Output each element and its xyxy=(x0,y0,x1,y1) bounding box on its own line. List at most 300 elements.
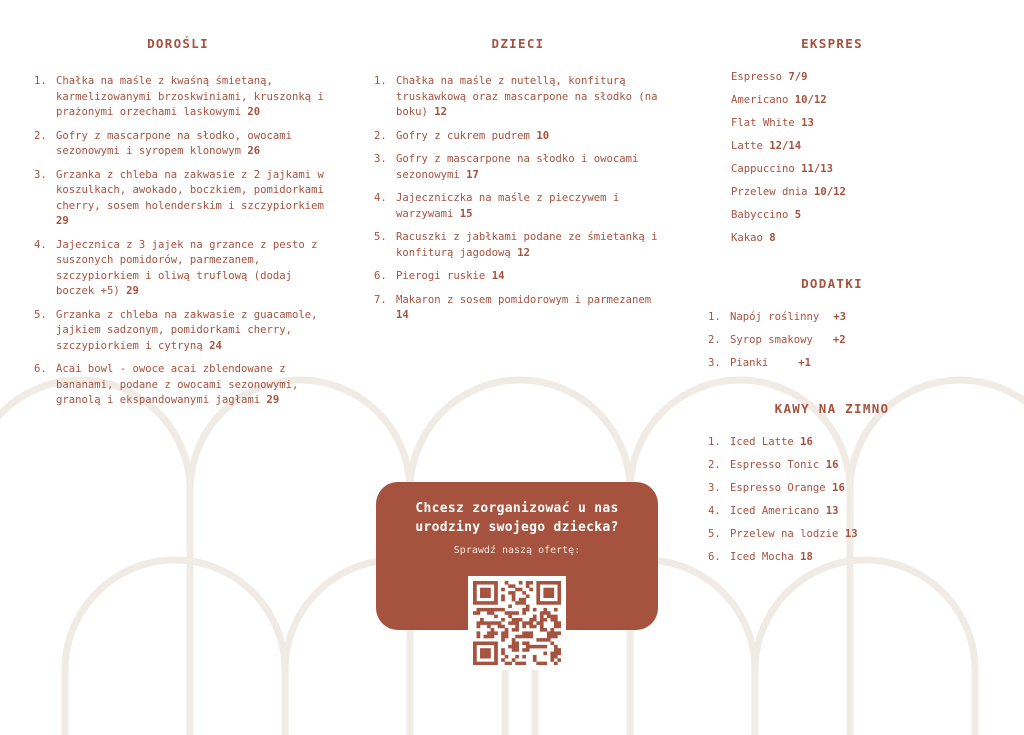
qr-module xyxy=(540,645,544,649)
qr-module xyxy=(473,581,477,585)
list-item: 2. Espresso Tonic 16 xyxy=(708,459,839,471)
qr-module xyxy=(515,648,519,652)
qr-module xyxy=(547,611,551,615)
qr-module xyxy=(554,621,558,625)
qr-module xyxy=(473,598,477,602)
qr-module xyxy=(487,662,491,665)
price: 14 xyxy=(491,270,505,282)
qr-module xyxy=(522,655,526,659)
qr-module xyxy=(505,631,509,635)
qr-module xyxy=(491,662,495,665)
qr-module xyxy=(498,621,502,625)
list-item: 5. Grzanka z chleba na zakwasie z guacamole, jajkiem sadzonym, pomidorkami cherry, szczypiorkiem i cytryną 24 xyxy=(34,308,318,352)
price: 12 xyxy=(517,246,530,259)
qr-module xyxy=(536,591,540,595)
qr-module xyxy=(487,631,491,635)
qr-module xyxy=(557,648,561,652)
qr-module xyxy=(505,611,509,615)
qr-module xyxy=(512,598,516,602)
qr-module xyxy=(491,608,495,612)
qr-module xyxy=(557,581,561,585)
qr-module xyxy=(533,615,537,619)
qr-module xyxy=(473,648,477,652)
qr-module xyxy=(501,598,505,602)
price: 17 xyxy=(466,168,479,181)
list-item: Cappuccino 11/13 xyxy=(731,163,834,175)
qr-module xyxy=(494,621,498,625)
qr-module xyxy=(484,635,488,639)
qr-module xyxy=(522,635,526,639)
qr-module xyxy=(540,628,544,632)
adults-list xyxy=(30,74,330,409)
qr-module xyxy=(557,652,561,656)
qr-module xyxy=(519,601,523,605)
cold-drinks-list xyxy=(702,435,1002,565)
qr-module xyxy=(501,648,505,652)
price: 16 xyxy=(800,436,813,448)
qr-module xyxy=(484,591,488,595)
qr-module xyxy=(529,625,533,629)
qr-module xyxy=(529,621,533,625)
qr-module xyxy=(526,594,530,598)
qr-module xyxy=(480,652,484,656)
qr-module xyxy=(480,594,484,598)
qr-module xyxy=(477,601,481,605)
qr-module xyxy=(529,588,533,592)
list-item: Przelew dnia 10/12 xyxy=(731,186,846,198)
list-item: Babyccino 5 xyxy=(731,209,802,221)
qr-module xyxy=(512,645,516,649)
qr-module xyxy=(480,641,484,645)
qr-module xyxy=(487,621,491,625)
qr-module xyxy=(533,655,537,659)
list-item: 6. Pierogi ruskie 14 xyxy=(374,270,505,282)
qr-module xyxy=(512,638,516,642)
qr-module xyxy=(484,652,488,656)
qr-module xyxy=(550,615,554,619)
qr-module xyxy=(487,601,491,605)
qr-module xyxy=(494,658,498,662)
express-list xyxy=(702,70,1002,246)
price: 16 xyxy=(825,459,839,471)
addons-list xyxy=(702,310,1002,371)
adults-title: DOROŚLI xyxy=(147,36,209,51)
qr-module xyxy=(484,588,488,592)
qr-module xyxy=(501,652,505,656)
list-item: Latte 12/14 xyxy=(731,140,802,152)
list-item: 4. Jajeczniczka na maśle z pieczywem i warzywami 15 xyxy=(374,192,620,220)
qr-module xyxy=(526,635,530,639)
qr-module xyxy=(480,588,484,592)
qr-module xyxy=(494,591,498,595)
qr-module xyxy=(508,645,512,649)
qr-module xyxy=(473,641,477,645)
list-item: 3. Pianki +1 xyxy=(708,357,812,369)
qr-module xyxy=(515,662,519,665)
price: 5 xyxy=(794,209,802,221)
qr-module xyxy=(519,635,523,639)
qr-module xyxy=(526,584,530,588)
qr-module xyxy=(484,621,488,625)
qr-module xyxy=(554,662,558,665)
qr-module xyxy=(501,618,505,622)
qr-module xyxy=(536,588,540,592)
list-item: Kakao 8 xyxy=(731,232,776,244)
qr-module xyxy=(515,635,519,639)
list-item: 3. Gofry z mascarpone na słodko i owocami sezonowymi 17 xyxy=(374,153,639,181)
qr-module xyxy=(512,584,516,588)
qr-module xyxy=(540,618,544,622)
addons-title: DODATKI xyxy=(801,276,863,291)
qr-module xyxy=(480,655,484,659)
qr-module xyxy=(533,608,537,612)
qr-module xyxy=(554,615,558,619)
qr-module xyxy=(550,618,554,622)
list-item: 5. Racuszki z jabłkami podane ze śmietanką i konfiturą jagodową 12 xyxy=(374,231,658,259)
qr-module xyxy=(526,581,530,585)
qr-module xyxy=(515,645,519,649)
qr-module xyxy=(522,662,526,665)
qr-module xyxy=(533,625,537,629)
qr-module xyxy=(529,618,533,622)
qr-module xyxy=(533,658,537,662)
qr-module xyxy=(554,655,558,659)
qr-module xyxy=(487,594,491,598)
qr-module xyxy=(473,658,477,662)
qr-module xyxy=(512,591,516,595)
list-item: 1. Chałka na maśle z nutellą, konfiturą truskawkową oraz mascarpone na słodko (na boku) 12 xyxy=(374,75,658,118)
qr-module xyxy=(473,662,477,665)
qr-module xyxy=(522,625,526,629)
qr-module xyxy=(494,662,498,665)
qr-module xyxy=(543,618,547,622)
qr-module xyxy=(484,655,488,659)
kids-title: DZIECI xyxy=(491,36,545,51)
qr-module xyxy=(477,641,481,645)
qr-module xyxy=(547,635,551,639)
qr-code-icon[interactable] xyxy=(468,576,566,670)
qr-module xyxy=(536,638,540,642)
qr-module xyxy=(484,662,488,665)
qr-module xyxy=(547,615,551,619)
qr-module xyxy=(557,631,561,635)
list-item: 3. Grzanka z chleba na zakwasie z 2 jajkami w koszulkach, awokado, boczkiem, pomidorkami cherry, sosem holenderskim i szczypiorkiem 29 xyxy=(34,168,324,227)
qr-module xyxy=(515,641,519,645)
qr-module xyxy=(515,618,519,622)
qr-module xyxy=(501,588,505,592)
qr-module xyxy=(473,655,477,659)
qr-module xyxy=(526,645,530,649)
qr-module xyxy=(501,638,505,642)
qr-module xyxy=(494,652,498,656)
qr-module xyxy=(498,608,502,612)
qr-module xyxy=(557,594,561,598)
price: 10/12 xyxy=(794,94,827,106)
qr-module xyxy=(494,598,498,602)
qr-module xyxy=(484,648,488,652)
qr-module xyxy=(522,598,526,602)
qr-module xyxy=(543,594,547,598)
qr-module xyxy=(550,631,554,635)
qr-module xyxy=(519,598,523,602)
adults-section xyxy=(30,36,330,417)
price: 8 xyxy=(769,232,776,244)
price: 10 xyxy=(536,129,550,142)
qr-module xyxy=(550,655,554,659)
qr-module xyxy=(543,608,547,612)
price: 16 xyxy=(832,482,845,494)
qr-module xyxy=(515,628,519,632)
qr-module xyxy=(477,662,481,665)
qr-module xyxy=(522,631,526,635)
qr-module xyxy=(477,611,481,615)
qr-module xyxy=(480,591,484,595)
qr-module xyxy=(536,598,540,602)
price: 24 xyxy=(209,339,222,352)
qr-module xyxy=(529,631,533,635)
qr-module xyxy=(554,625,558,629)
qr-module xyxy=(487,611,491,615)
qr-module xyxy=(547,638,551,642)
qr-module xyxy=(473,591,477,595)
list-item: 4. Jajecznica z 3 jajek na grzance z pesto z suszonych pomidorów, parmezanem, szczypiorkiem i oliwą truflową (dodaj boczek +5) 29 xyxy=(34,238,318,297)
qr-module xyxy=(480,662,484,665)
qr-module xyxy=(536,601,540,605)
qr-module xyxy=(487,652,491,656)
qr-module xyxy=(547,631,551,635)
list-item: Espresso 7/9 xyxy=(731,71,808,83)
qr-module xyxy=(540,615,544,619)
qr-module xyxy=(522,611,526,615)
qr-module xyxy=(526,641,530,645)
qr-module xyxy=(473,652,477,656)
qr-module xyxy=(554,648,558,652)
list-item: 5. Przelew na lodzie 13 xyxy=(708,528,858,540)
qr-module xyxy=(512,621,516,625)
qr-module xyxy=(508,605,512,609)
qr-module xyxy=(522,648,526,652)
qr-module xyxy=(501,631,505,635)
qr-module xyxy=(501,625,505,629)
qr-module xyxy=(477,621,481,625)
qr-module xyxy=(543,628,547,632)
price: 7/9 xyxy=(788,71,808,83)
qr-module xyxy=(487,648,491,652)
qr-module xyxy=(547,594,551,598)
qr-module xyxy=(494,641,498,645)
qr-module xyxy=(512,594,516,598)
qr-module xyxy=(554,652,558,656)
qr-module xyxy=(547,601,551,605)
list-item: 7. Makaron z sosem pomidorowym i parmezanem 14 xyxy=(374,293,652,321)
list-item: Americano 10/12 xyxy=(731,94,827,106)
qr-module xyxy=(480,648,484,652)
qr-module xyxy=(487,588,491,592)
qr-module xyxy=(515,588,519,592)
qr-module xyxy=(529,645,533,649)
qr-module xyxy=(557,625,561,629)
qr-module xyxy=(522,621,526,625)
qr-module xyxy=(550,641,554,645)
qr-module xyxy=(494,594,498,598)
qr-module xyxy=(540,638,544,642)
qr-module xyxy=(529,581,533,585)
list-item: 2. Gofry z mascarpone na słodko, owocami sezonowymi i syropem klonowym 26 xyxy=(34,129,292,157)
list-item: 2. Gofry z cukrem pudrem 10 xyxy=(374,129,550,142)
price: 15 xyxy=(459,207,473,220)
price: 12/14 xyxy=(769,140,802,152)
qr-module xyxy=(550,635,554,639)
qr-module xyxy=(498,625,502,629)
qr-module xyxy=(473,588,477,592)
qr-module xyxy=(508,591,512,595)
qr-module xyxy=(536,584,540,588)
qr-module xyxy=(501,608,505,612)
qr-module xyxy=(487,641,491,645)
qr-module xyxy=(536,581,540,585)
kids-section xyxy=(370,36,670,332)
qr-module xyxy=(484,581,488,585)
qr-module xyxy=(508,584,512,588)
qr-module xyxy=(526,621,530,625)
qr-module xyxy=(505,581,509,585)
qr-module xyxy=(487,655,491,659)
qr-module xyxy=(540,601,544,605)
qr-module xyxy=(512,648,516,652)
qr-module xyxy=(554,631,558,635)
qr-module xyxy=(505,662,509,665)
qr-module xyxy=(494,588,498,592)
qr-module xyxy=(494,631,498,635)
qr-module xyxy=(494,615,498,619)
qr-module xyxy=(543,601,547,605)
qr-module xyxy=(491,641,495,645)
qr-module xyxy=(484,601,488,605)
qr-module xyxy=(480,621,484,625)
qr-module xyxy=(494,601,498,605)
qr-module xyxy=(508,662,512,665)
qr-module xyxy=(477,631,481,635)
qr-module xyxy=(543,652,547,656)
qr-module xyxy=(484,594,488,598)
price: 29 xyxy=(126,285,139,297)
qr-module xyxy=(522,641,526,645)
qr-module xyxy=(557,601,561,605)
qr-module xyxy=(505,635,509,639)
qr-module xyxy=(557,588,561,592)
qr-module xyxy=(550,628,554,632)
list-item: 1. Napój roślinny +3 xyxy=(708,311,847,323)
price: 13 xyxy=(844,528,858,540)
qr-module xyxy=(505,628,509,632)
qr-module xyxy=(494,648,498,652)
list-item: 3. Espresso Orange 16 xyxy=(708,482,845,494)
qr-module xyxy=(512,618,516,622)
cold-drinks-title: KAWY NA ZIMNO xyxy=(774,401,890,416)
qr-module xyxy=(477,608,481,612)
qr-module xyxy=(501,635,505,639)
qr-module xyxy=(557,658,561,662)
qr-module xyxy=(494,584,498,588)
express-title: EKSPRES xyxy=(801,36,863,51)
qr-module xyxy=(529,635,533,639)
qr-module xyxy=(494,581,498,585)
qr-module xyxy=(543,591,547,595)
qr-module xyxy=(494,645,498,649)
qr-module xyxy=(536,662,540,665)
qr-module xyxy=(554,581,558,585)
qr-module xyxy=(487,625,491,629)
price: 12 xyxy=(434,106,448,118)
qr-module xyxy=(536,645,540,649)
qr-module xyxy=(512,611,516,615)
qr-module xyxy=(554,608,558,612)
qr-module xyxy=(508,621,512,625)
qr-module xyxy=(494,655,498,659)
price: 29 xyxy=(56,215,69,227)
qr-module xyxy=(543,638,547,642)
qr-module xyxy=(540,581,544,585)
price: +3 xyxy=(833,311,847,323)
qr-module xyxy=(473,645,477,649)
price: 11/13 xyxy=(801,163,834,175)
list-item: 6. Iced Mocha 18 xyxy=(708,551,813,563)
qr-module xyxy=(515,655,519,659)
kids-list xyxy=(370,74,670,324)
qr-module xyxy=(526,605,530,609)
qr-module xyxy=(484,608,488,612)
qr-module xyxy=(526,608,530,612)
qr-module xyxy=(540,611,544,615)
qr-module xyxy=(557,621,561,625)
qr-module xyxy=(508,615,512,619)
qr-module xyxy=(533,618,537,622)
qr-module xyxy=(554,601,558,605)
qr-module xyxy=(536,594,540,598)
qr-module xyxy=(487,635,491,639)
drinks-section xyxy=(702,36,1002,573)
qr-module xyxy=(480,608,484,612)
qr-module xyxy=(519,581,523,585)
qr-module xyxy=(477,581,481,585)
qr-module xyxy=(543,662,547,665)
qr-module xyxy=(473,584,477,588)
qr-module xyxy=(512,628,516,632)
qr-module xyxy=(557,584,561,588)
qr-module xyxy=(480,601,484,605)
price: +1 xyxy=(798,357,812,369)
qr-module xyxy=(536,621,540,625)
list-item: 1. Chałka na maśle z kwaśną śmietaną, karmelizowanymi brzoskwiniami, kruszonką i prażonymi orzechami laskowymi 20 xyxy=(34,75,324,118)
qr-module xyxy=(491,631,495,635)
qr-module xyxy=(494,608,498,612)
qr-module xyxy=(519,588,523,592)
qr-module xyxy=(515,601,519,605)
qr-module xyxy=(554,635,558,639)
qr-module xyxy=(491,581,495,585)
price: 14 xyxy=(396,309,409,321)
qr-module xyxy=(491,611,495,615)
qr-module xyxy=(515,621,519,625)
qr-module xyxy=(512,658,516,662)
qr-module xyxy=(533,645,537,649)
qr-module xyxy=(477,625,481,629)
qr-module xyxy=(473,601,477,605)
qr-module xyxy=(484,641,488,645)
qr-module xyxy=(550,591,554,595)
qr-module xyxy=(491,601,495,605)
list-item: 1. Iced Latte 16 xyxy=(708,436,813,448)
